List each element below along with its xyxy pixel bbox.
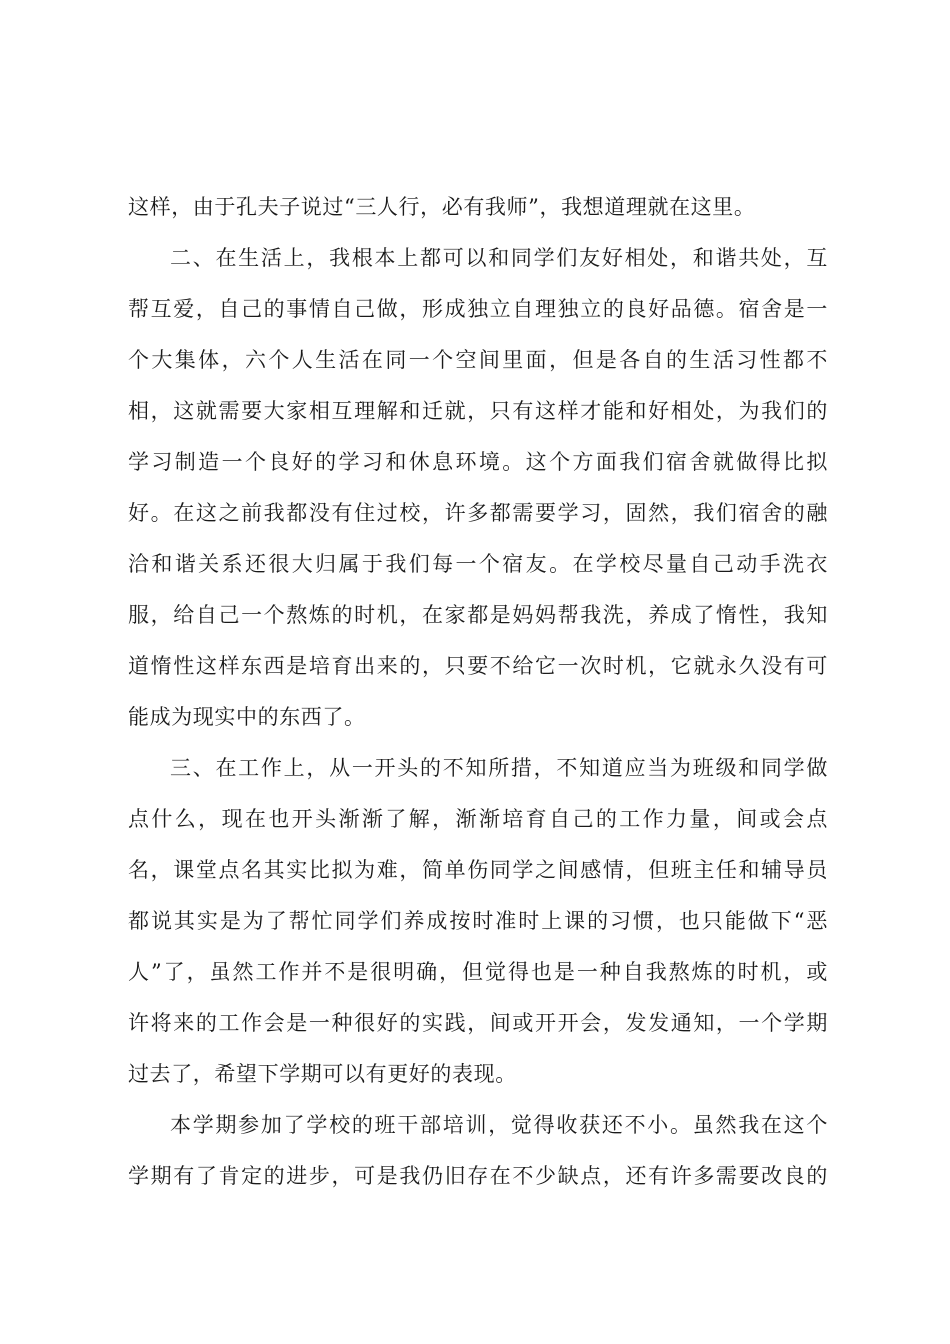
text-line: 人”了，虽然工作并不是很明确，但觉得也是一种自我熬炼的时机，或 [128, 960, 828, 984]
text-line: 洽和谐关系还很大归属于我们每一个宿友。在学校尽量自己动手洗衣 [128, 552, 828, 576]
text-line: 好。在这之前我都没有住过校，许多都需要学习，固然，我们宿舍的融 [128, 501, 828, 525]
text-line: 点什么，现在也开头渐渐了解，渐渐培育自己的工作力量，间或会点 [128, 807, 828, 831]
text-line: 这样，由于孔夫子说过“三人行，必有我师”，我想道理就在这里。 [128, 195, 756, 219]
text-line: 学习制造一个良好的学习和休息环境。这个方面我们宿舍就做得比拟 [128, 450, 828, 474]
text-line: 道惰性这样东西是培育出来的，只要不给它一次时机，它就永久没有可 [128, 654, 828, 678]
text-line: 能成为现实中的东西了。 [128, 705, 366, 729]
text-line: 学期有了肯定的进步，可是我仍旧存在不少缺点，还有许多需要改良的 [128, 1164, 828, 1188]
paragraph-2-line: 二、在生活上，我根本上都可以和同学们友好相处，和谐共处，互 [170, 246, 828, 270]
paragraph-4-line: 本学期参加了学校的班干部培训，觉得收获还不小。虽然我在这个 [170, 1113, 828, 1137]
text-line: 名，课堂点名其实比拟为难，简单伤同学之间感情，但班主任和辅导员 [128, 858, 828, 882]
paragraph-3-line: 三、在工作上，从一开头的不知所措，不知道应当为班级和同学做 [170, 756, 828, 780]
text-line: 过去了，希望下学期可以有更好的表现。 [128, 1062, 517, 1086]
text-line: 许将来的工作会是一种很好的实践，间或开开会，发发通知，一个学期 [128, 1011, 828, 1035]
text-line: 都说其实是为了帮忙同学们养成按时准时上课的习惯，也只能做下“恶 [128, 909, 828, 933]
text-line: 相，这就需要大家相互理解和迁就，只有这样才能和好相处，为我们的 [128, 399, 828, 423]
text-line: 帮互爱，自己的事情自己做，形成独立自理独立的良好品德。宿舍是一 [128, 297, 828, 321]
text-line: 服，给自己一个熬炼的时机，在家都是妈妈帮我洗，养成了惰性，我知 [128, 603, 828, 627]
text-line: 个大集体，六个人生活在同一个空间里面，但是各自的生活习性都不 [128, 348, 828, 372]
